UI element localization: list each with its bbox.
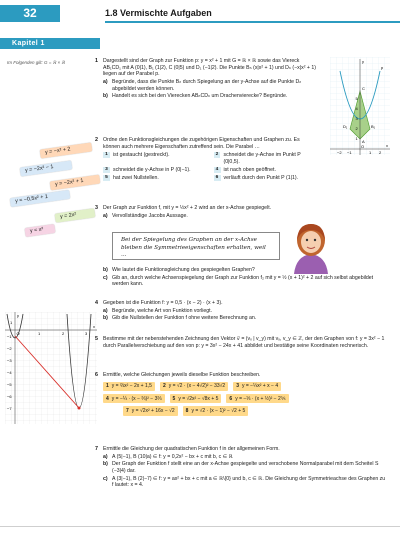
- point-label: C: [362, 86, 365, 91]
- function-card: y = 2x²: [55, 208, 96, 222]
- page-header: [0, 0, 400, 30]
- subtask-b: b) Handelt es sich bei den Vierecken ABₙCDₙ um Drachenvierecke? Begründe.: [103, 93, 288, 100]
- speech-bubble: Bei der Spiegelung des Graphen an der x-Achse bleiben die Symmetrieeigenschaften erhalten, weil …: [112, 232, 280, 260]
- equation-row: [103, 406, 388, 415]
- axis-label: x: [386, 143, 388, 148]
- tick-label: −7: [7, 406, 12, 411]
- subtask-text: Gib an, durch welche Achsenspiegelung der Graph zur Funktion f₂ mit y = ½ (x + 1)² + 2 auf sich selbst abgebildet werden kann.: [112, 274, 374, 288]
- tick-label: 1: [38, 331, 41, 336]
- tick-label: −2: [337, 150, 342, 155]
- margin-note: Im Folgenden gilt: G = ℝ × ℝ: [7, 60, 65, 65]
- exercise-5: [95, 336, 388, 350]
- list-item: 3 schneidet die y-Achse in P (0|−1).: [103, 167, 208, 174]
- tick-label: 4: [355, 106, 358, 111]
- tick-label: −1: [347, 150, 352, 155]
- equation-row: [103, 394, 388, 403]
- tick-label: 1: [10, 320, 13, 325]
- function-card: y = −0,5x² + 1: [10, 190, 71, 207]
- point-label: A: [362, 139, 365, 144]
- tick-label: −3: [7, 358, 12, 363]
- exercise-number: 6: [95, 372, 98, 378]
- tick-label: 1: [355, 136, 358, 141]
- subtask-text: A (3|−1), B (2|−7) ∈ f: y = ax² + bx + c mit a ∈ ℝ\{0} und b, c ∈ ℝ. Die Gleichung der Symmetrieachse des Graphen zu f lautet: x = 4.: [112, 475, 386, 489]
- point-label: B₁: [371, 124, 376, 129]
- exercise-text: Ermittle, welche Gleichungen jeweils dieselbe Funktion beschreiben.: [103, 372, 261, 378]
- exercise-1: [95, 58, 318, 100]
- function-card: y = −x² + 2: [40, 142, 93, 158]
- tick-label: −2: [7, 346, 12, 351]
- equation-box: 5 y = √2x² − √8x + 5: [170, 394, 222, 403]
- subtask-b: b) Der Graph der Funktion f stellt eine an der x-Achse gespiegelte und verschobene Normalparabel mit dem Scheitel S (−3|4) dar.: [103, 461, 388, 474]
- origin-label: O: [361, 144, 365, 149]
- exercise-text: Gegeben ist die Funktion f: y = 0,5 · (x − 2) · (x + 3).: [103, 300, 223, 306]
- chapter-label: Kapitel 1: [0, 38, 100, 49]
- exercise-number: 4: [95, 300, 98, 306]
- property-list: [103, 152, 318, 182]
- tick-label: −4: [7, 370, 12, 375]
- exercise-number: 7: [95, 446, 98, 452]
- subtask-text: Begründe, dass die Punkte Bₙ durch Spiegelung an der y-Achse auf die Punkte Dₙ abgebildet werden können.: [112, 78, 302, 92]
- exercise-number: 1: [95, 58, 98, 64]
- page-number: 32: [0, 5, 60, 22]
- subtask-text: Wie lautet die Funktionsgleichung des gespiegelten Graphen?: [112, 267, 255, 273]
- exercise-3: [95, 205, 388, 219]
- equation-box: 6 y = −⅓ · (x + ½)² − 2⅚: [226, 394, 288, 403]
- exercise-2: [95, 137, 318, 182]
- exercise-3-continued: [103, 266, 388, 288]
- list-item: 2 schneidet die y-Achse im Punkt P (0|0,5).: [214, 152, 319, 165]
- exercise-text: Der Graph zur Funktion f, mit y = ½x² + 2 wird an der x-Achse gespiegelt.: [103, 205, 272, 211]
- axis-label: x: [93, 324, 95, 329]
- function-card: y = −2x² − 1: [20, 160, 73, 176]
- exercise-text: Ordne den Funktionsgleichungen die zugehörigen Eigenschaften und Graphen zu. Es können auch mehrere Eigenschaften zutreffend sein. Die Parabel …: [103, 137, 300, 150]
- subtask-a: a) Begründe, welche Art von Funktion vorliegt.: [103, 307, 213, 314]
- vertex-point: [78, 407, 81, 410]
- equation-box: 3 y = −¼x² + x − 4: [233, 382, 281, 391]
- equation-box: 2 y = √2 · (x − 4√2)² − 33√2: [160, 382, 228, 391]
- subtask-c: c) Gib an, durch welche Achsenspiegelung der Graph zur Funktion f₂ mit y = ½ (x + 1)² + 2 auf sich selbst abgebildet werden kann.: [103, 275, 388, 288]
- tick-label: 2: [62, 331, 65, 336]
- bottom-rule: [0, 526, 400, 527]
- subtask-b: b) Wie lautet die Funktionsgleichung des gespiegelten Graphen?: [103, 267, 255, 273]
- exercise-6: [95, 372, 388, 416]
- subtask-text: A (5|−1), B (10|a) ∈ f: y = 0,2x² − bx + c mit b, c ∈ ℝ: [112, 453, 233, 460]
- section-title: 1.8 Vermischte Aufgaben: [105, 8, 212, 18]
- exercise-number: 5: [95, 336, 98, 342]
- list-item: 6 verläuft durch den Punkt P (1|1).: [214, 175, 319, 182]
- curve-label: p: [381, 65, 384, 70]
- list-item: 1 ist gestaucht (gestreckt).: [103, 152, 208, 165]
- subtask-a: a) A (5|−1), B (10|a) ∈ f: y = 0,2x² − bx + c mit b, c ∈ ℝ: [103, 453, 233, 460]
- list-item: 5 hat zwei Nullstellen.: [103, 175, 208, 182]
- point-label: D₁: [343, 124, 348, 129]
- origin-label: O: [16, 331, 20, 336]
- exercise-number: 2: [95, 137, 98, 143]
- subtask-text: Vervollständige Jacobs Aussage.: [112, 212, 188, 219]
- header-rule: [105, 21, 400, 23]
- grid: [5, 312, 97, 424]
- tick-label: 2: [379, 150, 382, 155]
- equation-row: [103, 382, 388, 391]
- axis-label: y: [362, 59, 364, 64]
- subtask-b: b) Gib die Nullstellen der Funktion f ohne weitere Berechnung an.: [103, 315, 257, 322]
- parabola-graph-1: [330, 57, 390, 155]
- function-card: y = −2x² + 1: [50, 175, 101, 191]
- subtask-a: a) Begründe, dass die Punkte Bₙ durch Spiegelung an der y-Achse auf die Punkte Dₙ abgebildet werden können.: [103, 79, 318, 92]
- exercise-text: Ermittle die Gleichung der quadratischen Funktion f in der allgemeinen Form.: [103, 446, 280, 452]
- exercise-number: 3: [95, 205, 98, 211]
- function-card: y = x²: [25, 224, 56, 237]
- exercise-4: [95, 300, 388, 322]
- equation-box: 1 y = ⅔x² − 2x + 1,5: [103, 382, 155, 391]
- exercise-7: [95, 446, 388, 489]
- tick-label: 2: [355, 126, 358, 131]
- exercise-text: Dargestellt sind der Graph zur Funktion p: y = x² + 1 mit G = ℝ × ℝ sowie das Viereck AB₁CD₁ mit A (0|1), B₁ (1|2), C (0|5) und D₁ (−1|2). Die Punkte Bₙ (x|x² + 1) und Dₙ (−x|x² + 1) liegen auf der Parabel p.: [103, 58, 316, 78]
- equation-box: 4 y = −¼ · (x − ⅔)² − 3⅔: [103, 394, 165, 403]
- exercise-text: Bestimme mit der nebenstehenden Zeichnung den Vektor v⃗ = (vₓ | v_y) mit vₓ, v_y ∈ ℤ, der den Graphen von f: y = 3x² − 1 durch Parallelverschiebung auf den von p: y = 3x² − 24x + 41 abbildet und bestätige seine Koordinaten rechnerisch.: [103, 336, 385, 349]
- subtask-text: Handelt es sich bei den Vierecken ABₙCDₙ um Drachenvierecke? Begründe.: [112, 93, 288, 100]
- axis-label: y: [17, 313, 19, 318]
- tick-label: 5: [355, 96, 358, 101]
- subtask-c: c) A (3|−1), B (2|−7) ∈ f: y = ax² + bx + c mit a ∈ ℝ\{0} und b, c ∈ ℝ. Die Gleichung der Symmetrieachse des Graphen zu f lautet: x = 4.: [103, 476, 388, 489]
- tick-label: 3: [85, 331, 88, 336]
- list-item: 4 ist nach oben geöffnet.: [214, 167, 319, 174]
- tick-label: −1: [7, 334, 12, 339]
- subtask-a: a) Vervollständige Jacobs Aussage.: [103, 212, 188, 219]
- subtask-text: Begründe, welche Art von Funktion vorliegt.: [112, 307, 213, 314]
- subtask-text: Der Graph der Funktion f stellt eine an der x-Achse gespiegelte und verschobene Normalparabel mit dem Scheitel S (−3|4) dar.: [112, 461, 379, 474]
- tick-label: 3: [355, 116, 358, 121]
- subtask-text: Gib die Nullstellen der Funktion f ohne weitere Berechnung an.: [112, 315, 257, 322]
- tick-label: −5: [7, 382, 12, 387]
- equation-box: 8 y = √2 · (x − 1)² − √2 + 5: [183, 406, 249, 415]
- tick-label: −6: [7, 394, 12, 399]
- parabola-graph-2: [5, 312, 97, 424]
- equation-box: 7 y = √2x² + 16x − √2: [123, 406, 178, 415]
- tick-label: 1: [369, 150, 372, 155]
